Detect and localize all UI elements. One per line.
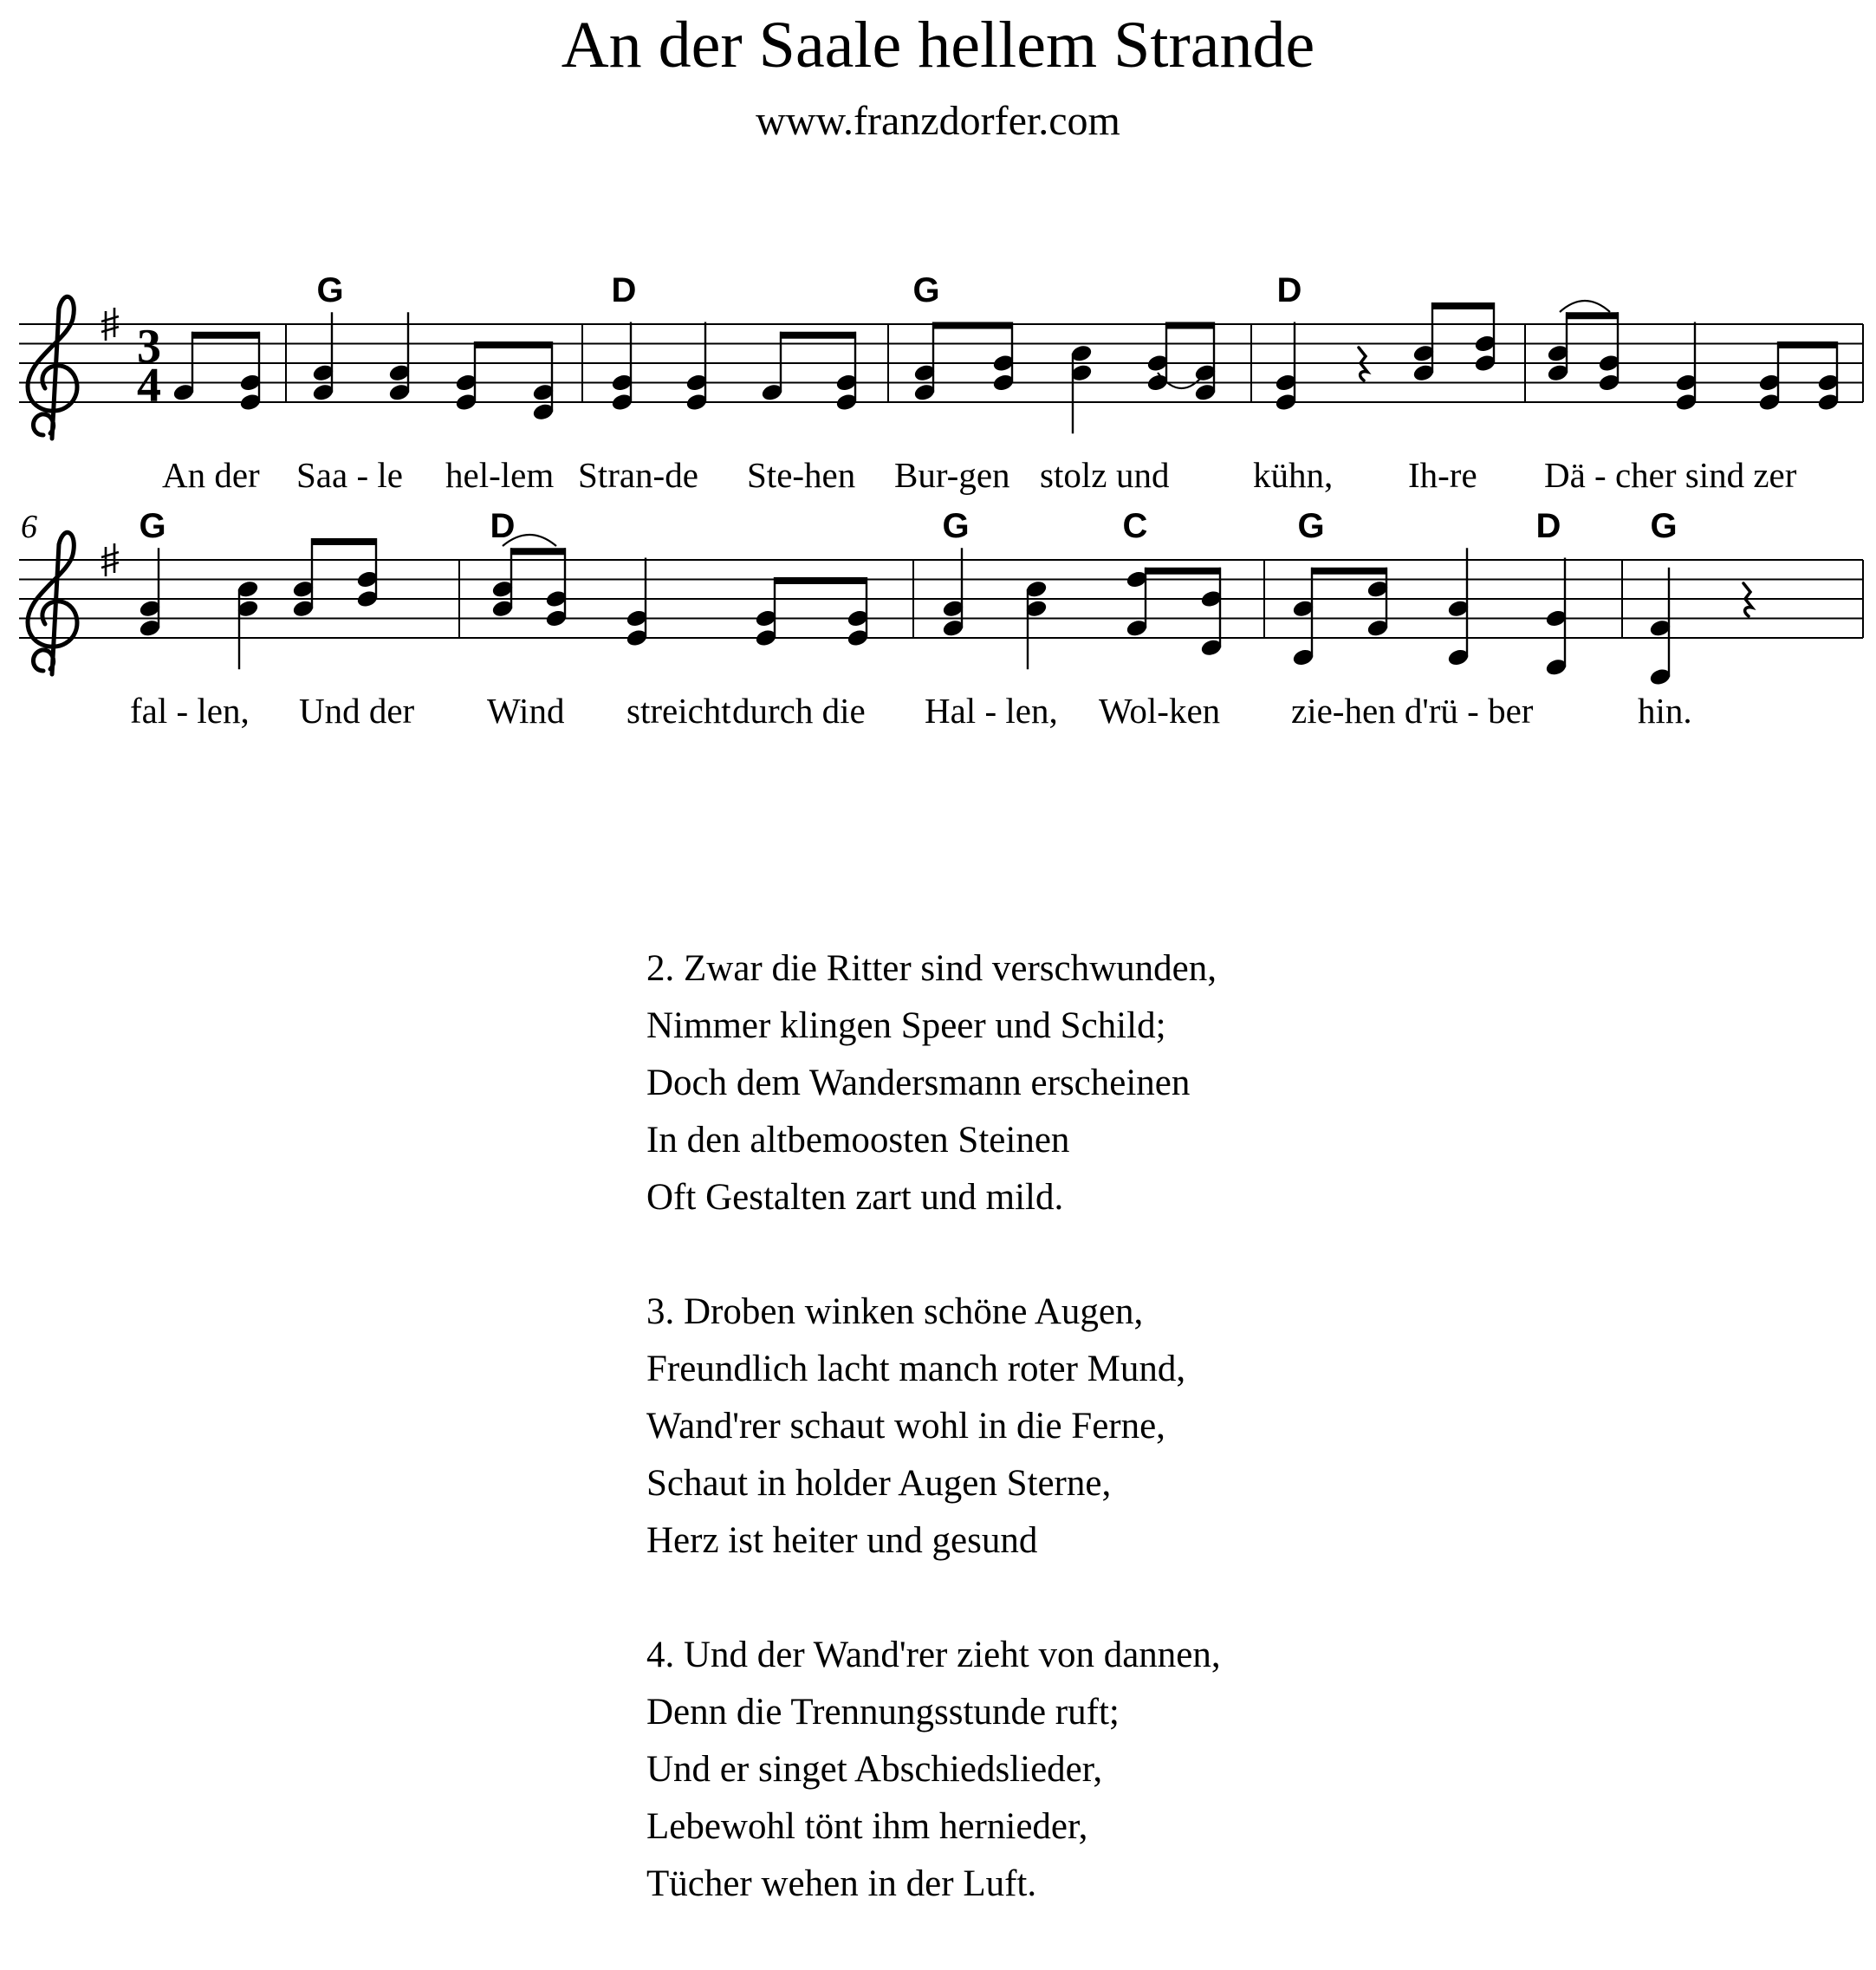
lyric-syllable: Ih-re	[1408, 455, 1477, 495]
verse-line: Und er singet Abschiedslieder,	[646, 1749, 1103, 1790]
verse-3	[646, 1284, 1221, 1570]
chord-symbol: D	[1276, 271, 1302, 309]
note-beam	[311, 538, 377, 545]
chord-symbol: G	[316, 271, 344, 309]
treble-clef-icon	[28, 296, 77, 439]
lyric-syllable: Hal - len,	[925, 691, 1058, 731]
lyric-syllable: Wol-ken	[1099, 691, 1221, 731]
measure-number: 6	[21, 509, 37, 545]
chord-symbol: G	[912, 271, 940, 309]
verse-line: 4. Und der Wand'rer zieht von dannen,	[646, 1635, 1221, 1675]
lyric-syllable: fal - len,	[130, 691, 250, 731]
note-beam	[780, 332, 856, 339]
verse-line: Nimmer klingen Speer und Schild;	[646, 1005, 1166, 1046]
chord-symbol: G	[1650, 507, 1678, 545]
lyric-syllable: Ste-hen	[747, 455, 856, 495]
lyric-syllable: Saa - le	[296, 455, 403, 495]
verses-block	[646, 940, 1221, 1970]
verse-line: Tücher wehen in der Luft.	[646, 1863, 1037, 1904]
lyric-syllable: stolz	[1040, 455, 1107, 495]
lyric-syllable: und	[1116, 455, 1170, 495]
sheet-music	[0, 0, 1876, 763]
lyric-syllable: An der	[162, 455, 260, 495]
chord-symbol: D	[611, 271, 637, 309]
lyric-syllable: zie-hen d'rü - ber	[1291, 691, 1534, 731]
verse-2	[646, 940, 1221, 1226]
verse-line: 2. Zwar die Ritter sind verschwunden,	[646, 948, 1217, 989]
verse-4	[646, 1627, 1221, 1913]
lyric-syllable: Wind	[487, 691, 565, 731]
chord-symbol: G	[942, 507, 970, 545]
lyric-syllable: Und der	[299, 691, 415, 731]
note-beam	[932, 322, 1013, 329]
note-beam	[191, 332, 260, 339]
staff-system-2	[19, 507, 1863, 731]
chord-symbol: G	[139, 507, 166, 545]
website-url: www.franzdorfer.com	[756, 98, 1120, 144]
note-beam	[1165, 322, 1215, 329]
note-beam	[1431, 302, 1495, 309]
chord-symbol: D	[490, 507, 516, 545]
lyric-syllable: hin.	[1638, 691, 1692, 731]
chord-symbol: D	[1535, 507, 1561, 545]
verse-line: Denn die Trennungsstunde ruft;	[646, 1692, 1120, 1733]
verse-line: In den altbemoosten Steinen	[646, 1120, 1070, 1161]
staff-system-1	[19, 271, 1863, 495]
verse-line: Lebewohl tönt ihm hernieder,	[646, 1806, 1088, 1847]
note-beam	[1777, 341, 1838, 348]
verse-line: 3. Droben winken schöne Augen,	[646, 1291, 1144, 1332]
time-signature-numerator: 3	[137, 320, 161, 374]
lyric-syllable: Stran-de	[578, 455, 698, 495]
note-beam	[1566, 312, 1619, 319]
verse-line: Schaut in holder Augen Sterne,	[646, 1463, 1112, 1504]
time-signature-denominator: 4	[137, 359, 161, 413]
slur	[1560, 301, 1610, 312]
verse-line: Wand'rer schaut wohl in die Ferne,	[646, 1406, 1165, 1447]
lyric-syllable: streicht	[626, 691, 731, 731]
lyric-syllable: Dä - cher sind zer	[1544, 455, 1797, 495]
lyric-syllable: hel-lem	[445, 455, 555, 495]
note-beam	[510, 548, 566, 555]
chord-symbol: C	[1122, 507, 1148, 545]
verse-line: Doch dem Wandersmann erscheinen	[646, 1063, 1191, 1103]
note-beam	[1311, 568, 1387, 575]
verse-line: Oft Gestalten zart und mild.	[646, 1177, 1064, 1218]
note-beam	[1145, 568, 1221, 575]
note-beam	[774, 577, 867, 584]
note-beam	[474, 341, 553, 348]
lyric-syllable: kühn,	[1253, 455, 1334, 495]
treble-clef-icon	[28, 532, 77, 674]
chord-symbol: G	[1297, 507, 1325, 545]
verse-line: Herz ist heiter und gesund	[646, 1520, 1038, 1561]
lyric-syllable: durch die	[732, 691, 866, 731]
verse-line: Freundlich lacht manch roter Mund,	[646, 1349, 1186, 1389]
lyric-syllable: Bur-gen	[894, 455, 1010, 495]
song-title: An der Saale hellem Strande	[561, 9, 1315, 81]
